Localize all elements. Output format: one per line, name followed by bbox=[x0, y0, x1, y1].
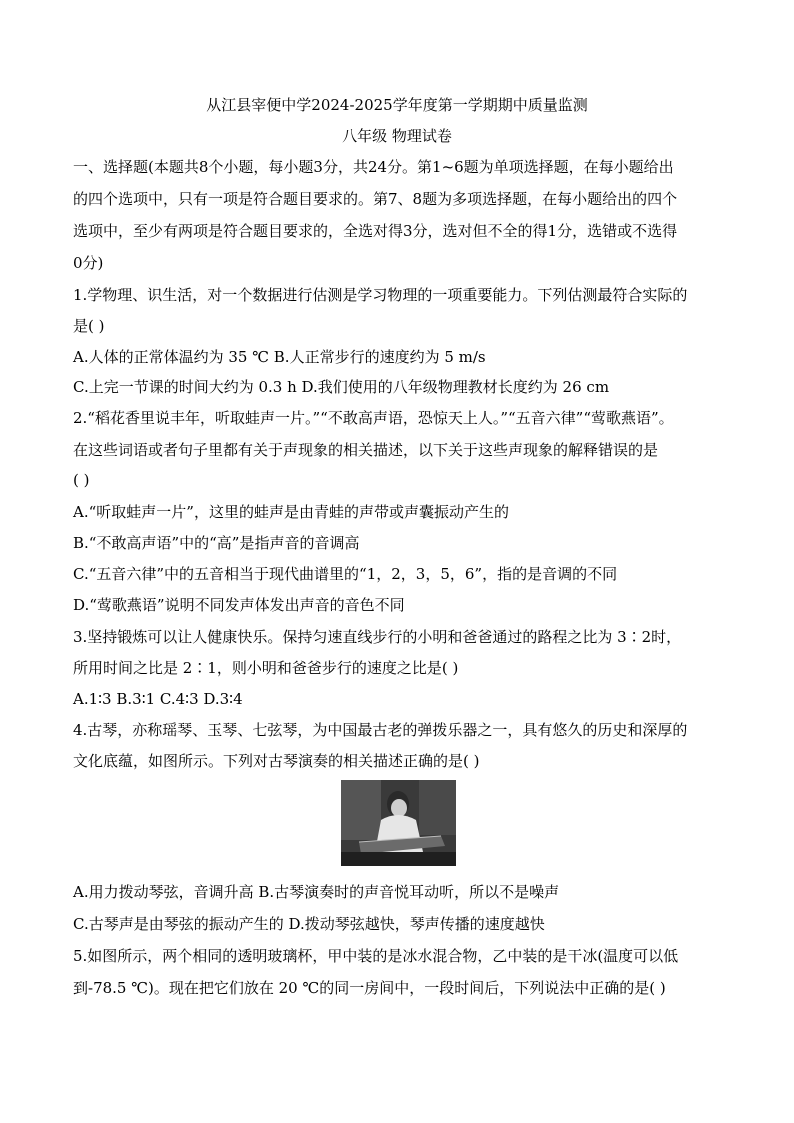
section-instruction-line: 选项中，至少有两项是符合题目要求的，全选对得3分，选对但不全的得1分，选错或不选得 bbox=[73, 222, 678, 240]
question-4-options: C.古琴声是由琴弦的振动产生的 D.拨动琴弦越快，琴声传播的速度越快 bbox=[73, 915, 545, 933]
question-2-option: C.“五音六律”中的五音相当于现代曲谱里的“1，2，3，5，6”，指的是音调的不同 bbox=[73, 565, 618, 583]
question-3-stem: 3.坚持锻炼可以让人健康快乐。保持匀速直线步行的小明和爸爸通过的路程之比为 3∶2时， bbox=[73, 628, 682, 646]
question-2-stem: ( ) bbox=[73, 471, 90, 489]
question-2-option: B.“不敢高声语”中的“高”是指声音的音调高 bbox=[73, 534, 360, 552]
guqin-player-illustration bbox=[341, 780, 456, 866]
question-2-stem: 2.“稻花香里说丰年，听取蛙声一片。”“不敢高声语，恐惊天上人。”“五音六律”“莺歌燕语”。 bbox=[73, 409, 674, 427]
question-1-options: A.人体的正常体温约为 35 ℃ B.人正常步行的速度约为 5 m/s bbox=[73, 348, 486, 366]
question-4-options: A.用力拨动琴弦，音调升高 B.古琴演奏时的声音悦耳动听，所以不是噪声 bbox=[73, 883, 560, 901]
question-2-option: D.“莺歌燕语”说明不同发声体发出声音的音色不同 bbox=[73, 596, 405, 614]
section-instruction-line: 的四个选项中，只有一项是符合题目要求的。第7、8题为多项选择题，在每小题给出的四个 bbox=[73, 190, 678, 208]
section-instruction-line: 0分) bbox=[73, 254, 104, 272]
guqin-player-photo bbox=[341, 780, 456, 866]
question-5-stem: 到-78.5 ℃)。现在把它们放在 20 ℃的同一房间中，一段时间后，下列说法中正确的是( ) bbox=[73, 979, 666, 997]
exam-title: 从江县宰便中学2024-2025学年度第一学期期中质量监测 bbox=[206, 96, 588, 114]
question-2-stem: 在这些词语或者句子里都有关于声现象的相关描述，以下关于这些声现象的解释错误的是 bbox=[73, 441, 659, 459]
question-5-stem: 5.如图所示，两个相同的透明玻璃杯，甲中装的是冰水混合物，乙中装的是干冰(温度可以低 bbox=[73, 947, 679, 965]
question-3-options: A.1∶3 B.3∶1 C.4∶3 D.3∶4 bbox=[73, 690, 243, 708]
question-3-stem: 所用时间之比是 2∶1，则小明和爸爸步行的速度之比是( ) bbox=[73, 659, 459, 677]
question-2-option: A.“听取蛙声一片”，这里的蛙声是由青蛙的声带或声囊振动产生的 bbox=[73, 503, 509, 521]
question-1-stem: 是( ) bbox=[73, 317, 105, 335]
exam-subtitle: 八年级 物理试卷 bbox=[342, 127, 452, 145]
question-1-options: C.上完一节课的时间大约为 0.3 h D.我们使用的八年级物理教材长度约为 26 cm bbox=[73, 378, 610, 396]
question-4-stem: 文化底蕴，如图所示。下列对古琴演奏的相关描述正确的是( ) bbox=[73, 752, 480, 770]
section-instruction-line: 一、选择题(本题共8个小题，每小题3分，共24分。第1~6题为单项选择题，在每小题给出 bbox=[73, 158, 674, 176]
question-1-stem: 1.学物理、识生活，对一个数据进行估测是学习物理的一项重要能力。下列估测最符合实际的 bbox=[73, 286, 688, 304]
question-4-stem: 4.古琴，亦称瑶琴、玉琴、七弦琴，为中国最古老的弹拨乐器之一，具有悠久的历史和深厚的 bbox=[73, 721, 688, 739]
